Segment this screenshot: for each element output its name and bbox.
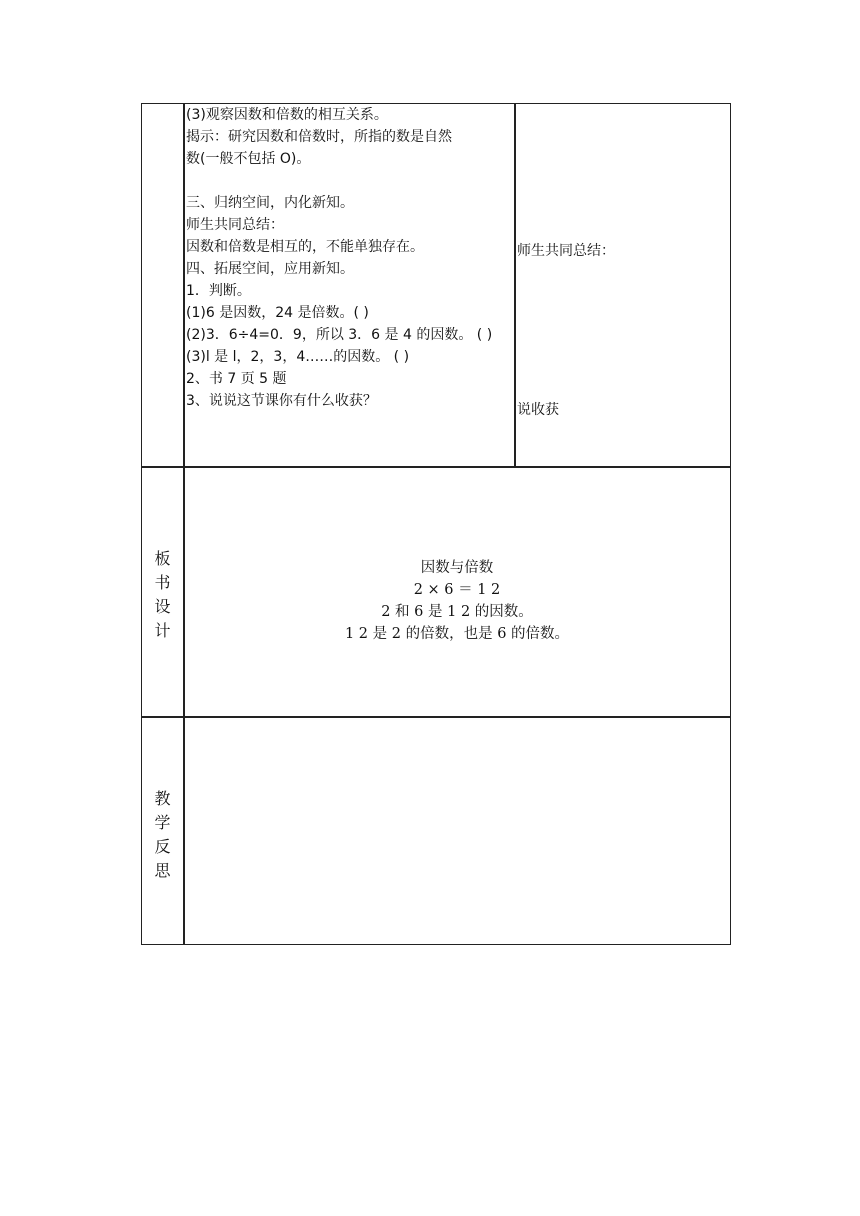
process-line: 三、归纳空间，内化新知。 — [186, 195, 354, 211]
board-title: 因数与倍数 — [420, 560, 494, 576]
process-line: (3)观察因数和倍数的相互关系。 — [186, 107, 388, 123]
process-line: 因数和倍数是相互的，不能单独存在。 — [186, 239, 424, 255]
process-line-blank — [186, 170, 516, 192]
board-design-content — [184, 557, 730, 645]
student-activity-summary: 师生共同总结： — [517, 243, 615, 259]
board-line: 1 2 是 2 的倍数，也是 6 的倍数。 — [344, 626, 570, 642]
process-line: 师生共同总结： — [186, 217, 284, 233]
process-line: (1)6 是因数，24 是倍数。( ) — [186, 305, 369, 321]
process-line: 1．判断。 — [186, 283, 251, 299]
teaching-process-cell — [186, 104, 516, 412]
process-line: (3)l 是 l，2，3，4……的因数。 ( ) — [186, 349, 410, 365]
teaching-reflection-label — [142, 787, 183, 883]
label-char: 书 — [154, 573, 171, 592]
label-char: 计 — [154, 621, 171, 640]
label-char: 学 — [154, 813, 171, 832]
label-char: 反 — [154, 837, 171, 856]
student-activity-harvest: 说收获 — [517, 402, 559, 418]
process-line: 四、拓展空间，应用新知。 — [186, 261, 354, 277]
board-line: 2 和 6 是 1 2 的因数。 — [381, 604, 533, 620]
process-line: 数(一般不包括 O)。 — [186, 151, 311, 167]
label-char: 思 — [154, 861, 171, 880]
column-divider-left — [183, 104, 185, 944]
board-line: 2 × 6 ＝ 1 2 — [413, 582, 501, 598]
process-line: (2)3．6÷4=0．9，所以 3．6 是 4 的因数。 ( ) — [186, 327, 493, 343]
process-line: 2、书 7 页 5 题 — [186, 371, 287, 387]
label-char: 设 — [154, 597, 171, 616]
row-divider-2 — [142, 716, 730, 718]
label-char: 板 — [154, 549, 171, 568]
board-design-label — [142, 547, 183, 643]
row-divider-1 — [142, 466, 730, 468]
lesson-plan-table — [141, 103, 731, 945]
process-line: 3、说说这节课你有什么收获？ — [186, 393, 377, 409]
label-char: 教 — [154, 789, 171, 808]
process-line: 揭示：研究因数和倍数时，所指的数是自然 — [186, 129, 452, 145]
